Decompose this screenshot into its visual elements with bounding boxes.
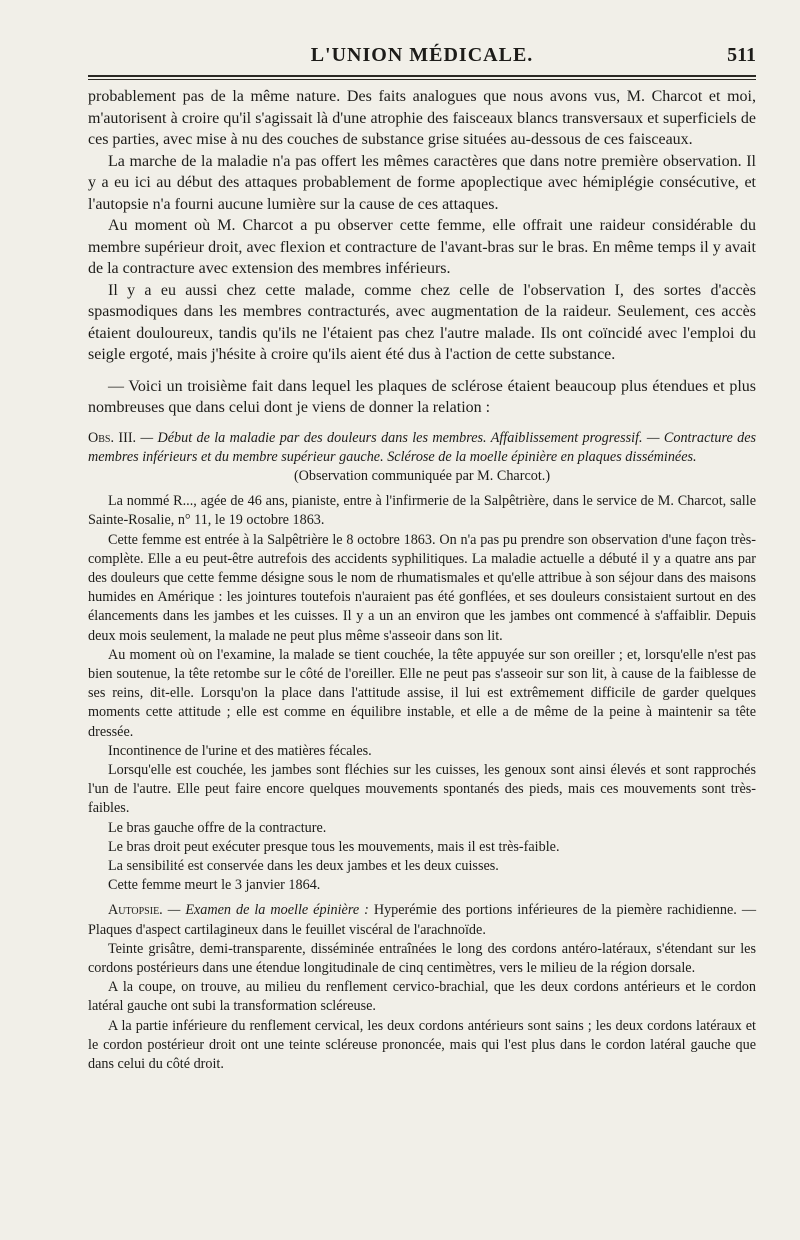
running-header [88,44,756,72]
observation-paragraph: Lorsqu'elle est couchée, les jambes sont fléchies sur les cuisses, les genoux sont ainsi élevés et sont rapprochés l'un de l'autre. Elle peut faire encore quelques mouvements spontanés des pieds, mais ces mouvements sont très-faibles. [88,761,756,817]
observation-heading [88,429,756,467]
observation-paragraph: La sensibilité est conservée dans les deux jambes et les deux cuisses. [108,857,499,874]
observation-paragraph: Au moment où on l'examine, la malade se tient couchée, la tête appuyée sur son oreiller ; et, lorsqu'elle n'est pas bien soutenue, la tête retombe sur le côté de l'oreiller. Elle ne peut pas s'asseoir sur son lit, à cause de la faiblesse de ses reins, dit-elle. Lorsqu'on la place dans l'attitude assise, il lui est extrêmement difficile de garder quelques moments cette attitude ; elle est comme en équilibre instable, et elle a de même de la peine à maintenir sa tête dressée. [88,646,756,740]
autopsy-text: Hyperémie des portions inférieures de la piemère rachidienne. — Plaques d'aspect cartilagineux dans le feuillet viscéral de l'arachnoïde. [88,902,757,938]
spacer [88,419,756,429]
autopsy-paragraph: Teinte grisâtre, demi-transparente, disséminée entraînées le long des cordons antéro-latéraux, s'étendant sur les cordons postérieurs dans une étendue longitudinale de cinq centimètres, vers le milieu de la région dorsale. [88,940,756,976]
paragraph: La marche de la maladie n'a pas offert les mêmes caractères que dans notre première observation. Il y a eu ici au début des attaques probablement de forme apoplectique avec hémiplégie consécutive, et l'autopsie n'a fourni aucune lumière sur la cause de ces attaques. [88,152,756,213]
autopsy-paragraph: A la partie inférieure du renflement cervical, les deux cordons antérieurs sont sains ; les deux cordons latéraux et le cordon postérieur droit ont une teinte scléreuse prononcée, mais qui l'est plus dans le cordon latéral gauche que dans celui du côté droit. [88,1017,756,1072]
paragraph: Il y a eu aussi chez cette malade, comme chez celle de l'observation I, des sortes d'accès spasmodiques dans les membres contracturés, avec augmentation de la raideur. Seulement, ces accès étaient douloureux, tandis qu'ils ne l'étaient pas chez l'autre malade. Ils ont coïncidé avec l'emploi du seigle ergoté, mais j'hésite à croire qu'ils aient été dus à l'action de cette substance. [88,281,756,363]
paragraph: — Voici un troisième fait dans lequel les plaques de sclérose étaient beaucoup plus étendues et plus nombreuses que dans celui dont je viens de donner la relation : [88,377,756,416]
autopsy-paragraph: A la coupe, on trouve, au milieu du renflement cervico-brachial, que les deux cordons antérieurs et le cordon latéral gauche ont subi la transformation scléreuse. [88,979,756,1015]
observation-paragraph: Le bras gauche offre de la contracture. [108,819,327,836]
observation-paragraph: Le bras droit peut exécuter presque tous les mouvements, mais il est très-faible. [108,838,560,855]
observation-credit: (Observation communiquée par M. Charcot.) [293,467,551,484]
observation-paragraph: Cette femme est entrée à la Salpêtrière le 8 octobre 1863. On n'a pas pu prendre son observation d'une façon très-complète. Elle a eu peut-être autrefois des accidents syphilitiques. La maladie actuelle a débuté il y a quatre ans par des douleurs que cette femme désigne sous le nom de rhumatismales et qu'elle attribue à son séjour dans des maisons humides en Amérique : les jointures toutefois n'auraient pas été gonflées, et ses douleurs consistaient surtout en des élancements dans les jambes et les cuisses. Il y a un an environ que les jambes ont commencé à s'affaiblir. Depuis deux mois seulement, la malade ne peut plus même s'asseoir dans son lit. [88,531,756,644]
observation-paragraph: Incontinence de l'urine et des matières fécales. [108,742,372,759]
spacer [88,366,756,376]
observation-title: — Début de la maladie par des douleurs dans les membres. Affaiblissement progressif. — Contracture des membres inférieurs et du membre supérieur gauche. Sclérose de la moelle épinière en plaques disséminées. [88,429,757,465]
observation-label: Obs. III. [88,429,137,446]
header-rule-thin [88,79,756,80]
body-text [88,86,756,1074]
observation-paragraph: La nommé R..., agée de 46 ans, pianiste, entre à l'infirmerie de la Salpêtrière, dans le service de M. Charcot, salle Sainte-Rosalie, n° 11, le 19 octobre 1863. [88,493,756,529]
page-number: 511 [727,44,756,66]
autopsy-lead: — Examen de la moelle épinière : [167,902,369,919]
autopsy-paragraph [88,901,756,939]
observation-paragraph: Cette femme meurt le 3 janvier 1864. [108,877,321,894]
header-rule-thick [88,75,756,77]
autopsy-label: Autopsie. [108,902,163,919]
paragraph: probablement pas de la même nature. Des faits analogues que nous avons vus, M. Charcot et moi, m'autorisent à croire qu'il s'agissait là d'une atrophie des faisceaux blancs transversaux et superficiels de ces parties, avec mise à nu des couches de substance grise situées au-dessous de ces faisceaux. [88,88,756,148]
journal-title: L'UNION MÉDICALE. [310,44,534,66]
paragraph: Au moment où M. Charcot a pu observer cette femme, elle offrait une raideur considérable du membre supérieur droit, avec flexion et contracture de l'avant-bras sur le bras. En même temps il y avait de la contracture avec extension des membres inférieurs. [88,217,756,277]
